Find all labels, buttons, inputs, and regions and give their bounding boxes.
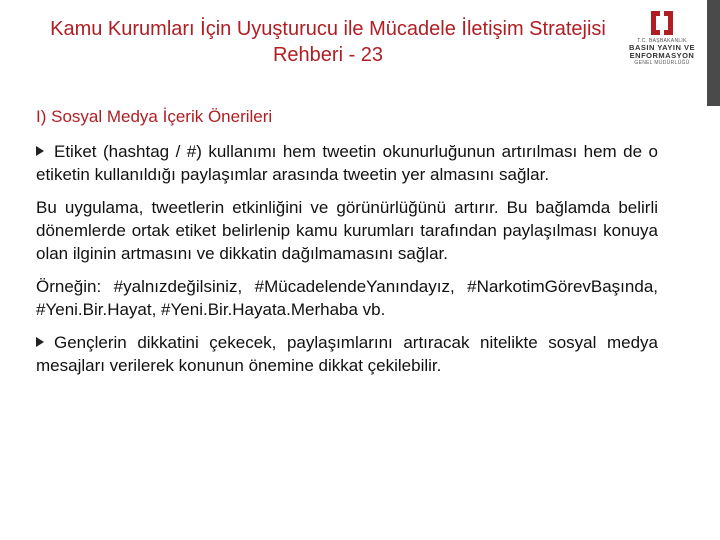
logo-line-3: ENFORMASYON <box>629 51 695 60</box>
bracket-logo-icon <box>645 8 679 38</box>
paragraph-effect: Bu uygulama, tweetlerin etkinliğini ve görünürlüğünü artırır. Bu bağlamda belirli dönemlerde ortak etiket belirlenip kamu kurumları tarafından paylaşılması konuya olan ilginin artmasını ve dikkatin dağılmamasını sağlar. <box>36 198 658 263</box>
bullet-item-youth <box>36 331 658 377</box>
paragraph-examples: Örneğin: #yalnızdeğilsiniz, #MücadelendeYanındayız, #NarkotimGörevBaşında, #Yeni.Bir.Hayat, #Yeni.Bir.Hayata.Merhaba vb. <box>36 277 658 319</box>
logo <box>622 8 702 78</box>
logo-line-2: BASIN YAYIN VE <box>629 43 695 52</box>
logo-line-4: GENEL MÜDÜRLÜĞÜ <box>634 60 690 66</box>
triangle-bullet-icon <box>36 337 44 347</box>
bullet-text: Gençlerin dikkatini çekecek, paylaşımlarını artıracak nitelikte sosyal medya mesajları verilerek konunun önemine dikkat çekilebilir. <box>36 333 658 375</box>
logo-line-1: T.C. BAŞBAKANLIK <box>637 38 687 44</box>
side-accent-bar <box>707 0 720 106</box>
page-title: Kamu Kurumları İçin Uyuşturucu ile Mücadele İletişim Stratejisi Rehberi - 23 <box>50 18 606 66</box>
content-body <box>36 140 658 387</box>
bullet-text: Etiket (hashtag / #) kullanımı hem tweetin okunurluğunun artırılması hem de o etiketin kullanıldığı paylaşımlar arasında tweetin yer almasını sağlar. <box>36 142 658 184</box>
triangle-bullet-icon <box>36 146 44 156</box>
bullet-item-hashtag <box>36 140 658 186</box>
section-heading: I) Sosyal Medya İçerik Önerileri <box>36 107 273 126</box>
